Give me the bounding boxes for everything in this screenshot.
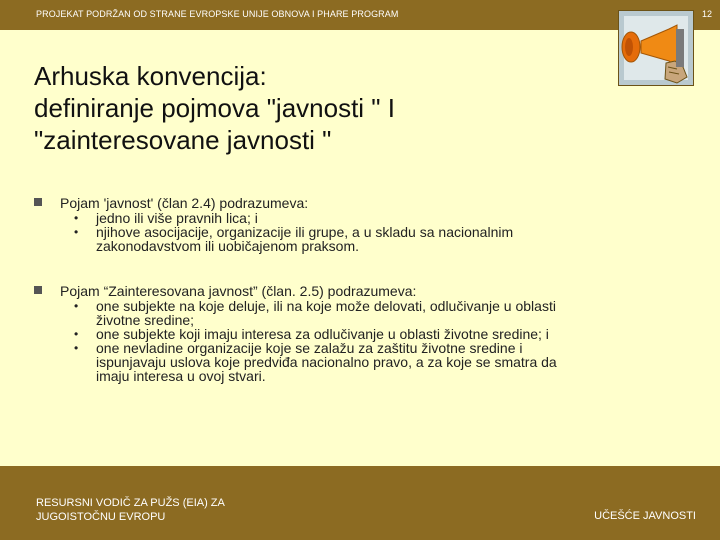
square-bullet-icon <box>34 198 42 206</box>
item-text: one nevladine organizacije koje se zalažu za zaštitu životne sredine i <box>96 340 523 356</box>
footer-line-2: JUGOISTOČNU EVROPU <box>36 511 166 523</box>
item-text: njihove asocijacije, organizacije ili grupe, a u skladu sa nacionalnim <box>96 224 514 240</box>
program-text: PROJEKAT PODRŽAN OD STRANE EVROPSKE UNIJE OBNOVA I PHARE PROGRAM <box>36 9 399 19</box>
list-item <box>34 341 674 383</box>
item-text: one subjekte koji imaju interesa za odlučivanje u oblasti životne sredine; i <box>96 326 549 342</box>
list-item <box>34 225 674 253</box>
list-item <box>34 299 674 327</box>
dot-bullet-icon: • <box>74 327 79 341</box>
footer-source <box>36 496 225 524</box>
list-item <box>34 211 674 225</box>
dot-bullet-icon: • <box>74 299 79 313</box>
page-number: 12 <box>701 9 712 19</box>
bullet-javnost <box>34 195 674 211</box>
item-text: imaju interesa u ovoj stvari. <box>96 368 266 384</box>
bullet-label: Pojam “Zainteresovana javnost” (član. 2.5) podrazumeva: <box>60 283 417 299</box>
slide-title <box>34 60 594 156</box>
dot-bullet-icon: • <box>74 225 79 239</box>
item-text: jedno ili više pravnih lica; i <box>96 210 258 226</box>
header-bar <box>0 0 720 30</box>
dot-bullet-icon: • <box>74 211 79 225</box>
title-line-3: "zainteresovane javnosti " <box>34 125 332 155</box>
megaphone-icon <box>619 11 693 85</box>
bullet-label: Pojam 'javnost' (član 2.4) podrazumeva: <box>60 195 309 211</box>
title-line-2: definiranje pojmova "javnosti " I <box>34 93 395 123</box>
item-text: životne sredine; <box>96 312 195 328</box>
content <box>34 195 674 383</box>
dot-bullet-icon: • <box>74 341 79 355</box>
logo <box>618 10 694 86</box>
footer-section: UČEŠĆE JAVNOSTI <box>594 510 696 522</box>
title-line-1: Arhuska konvencija: <box>34 61 267 91</box>
bullet-zainteresovana-javnost <box>34 283 674 299</box>
footer-line-1: RESURSNI VODIČ ZA PUŽS (EIA) ZA <box>36 497 225 509</box>
item-text: zakonodavstvom ili uobičajenom praksom. <box>96 238 360 254</box>
list-item <box>34 327 674 341</box>
square-bullet-icon <box>34 286 42 294</box>
item-text: ispunjavaju uslova koje predviđa nacionalno pravo, a za koje se smatra da <box>96 354 557 370</box>
item-text: one subjekte na koje deluje, ili na koje može delovati, odlučivanje u oblasti <box>96 298 556 314</box>
